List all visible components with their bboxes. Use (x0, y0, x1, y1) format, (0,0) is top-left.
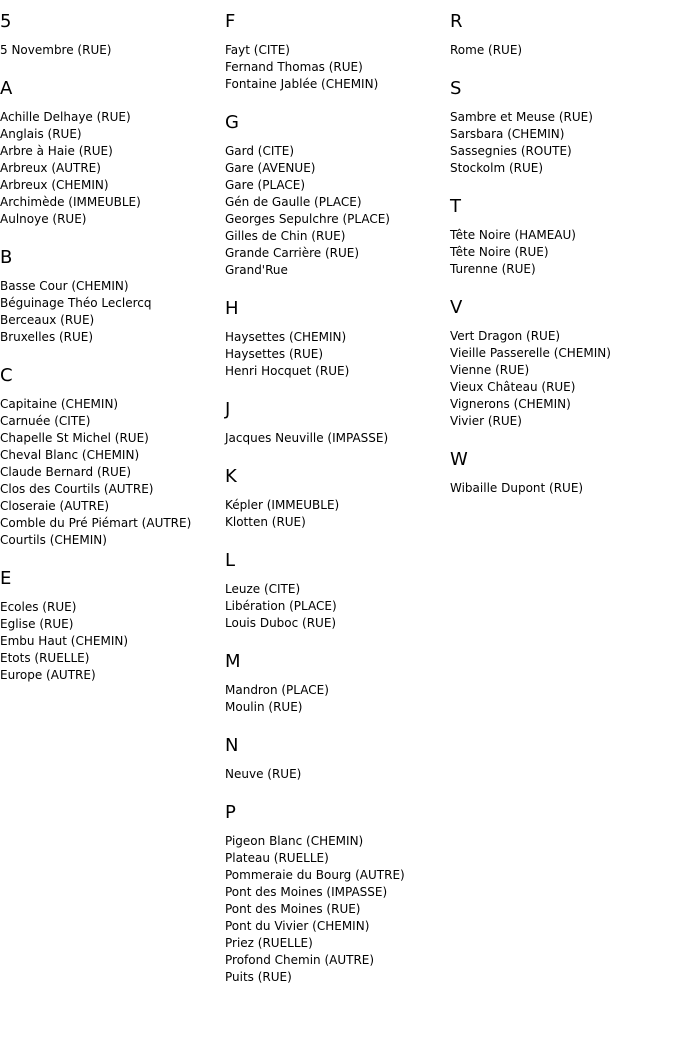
street-link[interactable]: Berceaux (RUE) (0, 313, 95, 327)
street-link[interactable]: Haysettes (RUE) (225, 347, 324, 361)
street-list-item (450, 345, 675, 362)
letter-group (0, 246, 225, 346)
street-list-item (0, 312, 225, 329)
letter-group (0, 567, 225, 684)
street-list-item (0, 430, 225, 447)
street-link[interactable]: Gare (PLACE) (225, 178, 306, 192)
street-list-item (0, 42, 225, 59)
street-link[interactable]: Stockolm (RUE) (450, 161, 544, 175)
street-link[interactable]: Aulnoye (RUE) (0, 212, 87, 226)
letter-heading: G (225, 112, 239, 133)
street-link[interactable]: Béguinage Théo Leclercq (0, 296, 152, 310)
street-list-item (0, 109, 225, 126)
letter-heading: F (225, 11, 236, 32)
street-link[interactable]: Pommeraie du Bourg (AUTRE) (225, 868, 405, 882)
street-list-item (450, 362, 675, 379)
street-link[interactable]: Fernand Thomas (RUE) (225, 60, 363, 74)
street-link[interactable]: Profond Chemin (AUTRE) (225, 953, 375, 967)
street-list (0, 278, 225, 346)
street-link[interactable]: Libération (PLACE) (225, 599, 337, 613)
letter-group (225, 549, 450, 632)
street-list (0, 42, 225, 59)
street-link[interactable]: Vieux Château (RUE) (450, 380, 576, 394)
street-list-item (0, 160, 225, 177)
street-list-item (225, 245, 450, 262)
letter-heading: E (0, 568, 12, 589)
street-link[interactable]: Mandron (PLACE) (225, 683, 329, 697)
street-list (450, 109, 675, 177)
street-link[interactable]: Louis Duboc (RUE) (225, 616, 337, 630)
street-list-item (225, 884, 450, 901)
street-link[interactable]: Arbre à Haie (RUE) (0, 144, 113, 158)
street-list-item (0, 211, 225, 228)
street-list (0, 109, 225, 228)
letter-heading: C (0, 365, 13, 386)
street-list (225, 581, 450, 632)
street-list-item (225, 969, 450, 986)
street-link[interactable]: Comble du Pré Piémart (AUTRE) (0, 516, 192, 530)
street-link[interactable]: Priez (RUELLE) (225, 936, 313, 950)
street-link[interactable]: Eglise (RUE) (0, 617, 74, 631)
street-list-item (225, 952, 450, 969)
street-list (0, 599, 225, 684)
street-link[interactable]: Gard (CITE) (225, 144, 294, 158)
street-link[interactable]: Tête Noire (RUE) (450, 245, 549, 259)
letter-group (225, 10, 450, 93)
street-list-item (450, 227, 675, 244)
letter-group (450, 77, 675, 177)
street-list (450, 328, 675, 430)
street-list-item (225, 430, 450, 447)
street-list-item (0, 396, 225, 413)
street-list-item (225, 850, 450, 867)
letter-group (225, 734, 450, 783)
street-link[interactable]: Gilles de Chin (RUE) (225, 229, 346, 243)
street-list-item (225, 918, 450, 935)
street-link[interactable]: Chapelle St Michel (RUE) (0, 431, 149, 445)
street-list-item (0, 532, 225, 549)
street-link[interactable]: Grand'Rue (225, 263, 288, 277)
street-column (225, 10, 450, 1004)
street-list-item (450, 109, 675, 126)
street-link[interactable]: Sambre et Meuse (RUE) (450, 110, 593, 124)
letter-heading: N (225, 735, 239, 756)
street-list-item (225, 363, 450, 380)
street-list-item (225, 615, 450, 632)
street-link[interactable]: Neuve (RUE) (225, 767, 302, 781)
street-link[interactable]: Vignerons (CHEMIN) (450, 397, 571, 411)
street-link[interactable]: Henri Hocquet (RUE) (225, 364, 350, 378)
street-list-item (225, 867, 450, 884)
street-column (450, 10, 675, 515)
street-list-item (0, 481, 225, 498)
street-list-item (0, 515, 225, 532)
street-link[interactable]: Plateau (RUELLE) (225, 851, 329, 865)
letter-group (225, 398, 450, 447)
street-link[interactable]: Vienne (RUE) (450, 363, 530, 377)
street-link[interactable]: Pont des Moines (IMPASSE) (225, 885, 388, 899)
letter-group (0, 364, 225, 549)
street-link[interactable]: Képler (IMMEUBLE) (225, 498, 340, 512)
street-link[interactable]: Wibaille Dupont (RUE) (450, 481, 584, 495)
street-list-item (225, 514, 450, 531)
street-list (450, 42, 675, 59)
street-link[interactable]: Cheval Blanc (CHEMIN) (0, 448, 140, 462)
street-list-item (225, 143, 450, 160)
street-list-item (0, 143, 225, 160)
street-link[interactable]: Haysettes (CHEMIN) (225, 330, 347, 344)
street-list-item (225, 598, 450, 615)
street-column (0, 10, 225, 702)
street-link[interactable]: Etots (RUELLE) (0, 651, 90, 665)
street-list-item (0, 413, 225, 430)
street-link[interactable]: Turenne (RUE) (450, 262, 536, 276)
street-list-item (450, 244, 675, 261)
letter-group (225, 297, 450, 380)
letter-heading: P (225, 802, 236, 823)
letter-heading: R (450, 11, 463, 32)
street-link[interactable]: Claude Bernard (RUE) (0, 465, 132, 479)
letter-group (450, 296, 675, 430)
street-link[interactable]: Archimède (IMMEUBLE) (0, 195, 141, 209)
street-list-item (225, 833, 450, 850)
street-list-item (0, 616, 225, 633)
letter-heading: W (450, 449, 468, 470)
street-link[interactable]: Pont des Moines (RUE) (225, 902, 361, 916)
street-list-item (225, 160, 450, 177)
street-list-item (0, 278, 225, 295)
street-link[interactable]: Vivier (RUE) (450, 414, 522, 428)
street-list-item (450, 42, 675, 59)
street-link[interactable]: Pigeon Blanc (CHEMIN) (225, 834, 364, 848)
street-list-item (0, 498, 225, 515)
letter-group (0, 10, 225, 59)
street-link[interactable]: Tête Noire (HAMEAU) (450, 228, 576, 242)
street-link[interactable]: Georges Sepulchre (PLACE) (225, 212, 390, 226)
street-list-item (450, 413, 675, 430)
letter-heading: L (225, 550, 236, 571)
street-list-item (450, 396, 675, 413)
street-link[interactable]: Gare (AVENUE) (225, 161, 316, 175)
street-list-item (0, 126, 225, 143)
letter-heading: S (450, 78, 462, 99)
letter-group (450, 195, 675, 278)
letter-heading: J (225, 399, 231, 420)
street-list-item (225, 935, 450, 952)
letter-group (225, 801, 450, 986)
street-link[interactable]: Pont du Vivier (CHEMIN) (225, 919, 370, 933)
street-list-item (450, 160, 675, 177)
street-list-item (225, 766, 450, 783)
street-link[interactable]: Closeraie (AUTRE) (0, 499, 110, 513)
street-link[interactable]: Vieille Passerelle (CHEMIN) (450, 346, 611, 360)
letter-group (0, 77, 225, 228)
letter-group (450, 448, 675, 497)
street-link[interactable]: Bruxelles (RUE) (0, 330, 94, 344)
street-list-item (0, 650, 225, 667)
street-link[interactable]: Capitaine (CHEMIN) (0, 397, 119, 411)
street-link[interactable]: Rome (RUE) (450, 43, 523, 57)
street-link[interactable]: Jacques Neuville (IMPASSE) (225, 431, 389, 445)
street-link[interactable]: Grande Carrière (RUE) (225, 246, 360, 260)
street-list (225, 430, 450, 447)
street-link[interactable]: Europe (AUTRE) (0, 668, 96, 682)
street-list-item (0, 177, 225, 194)
letter-heading: B (0, 247, 13, 268)
street-list (225, 682, 450, 716)
street-link[interactable]: 5 Novembre (RUE) (0, 43, 112, 57)
letter-heading: 5 (0, 11, 12, 32)
street-list-item (225, 262, 450, 279)
street-link[interactable]: Ecoles (RUE) (0, 600, 77, 614)
street-list-item (0, 599, 225, 616)
street-link[interactable]: Courtils (CHEMIN) (0, 533, 107, 547)
street-list-item (0, 464, 225, 481)
street-list-item (0, 329, 225, 346)
street-list-item (450, 328, 675, 345)
letter-heading: V (450, 297, 463, 318)
street-list-item (0, 667, 225, 684)
street-list (450, 227, 675, 278)
letter-group (225, 465, 450, 531)
street-list-item (225, 76, 450, 93)
street-list (225, 766, 450, 783)
street-list-item (225, 901, 450, 918)
street-link[interactable]: Clos des Courtils (AUTRE) (0, 482, 154, 496)
street-link[interactable]: Anglais (RUE) (0, 127, 82, 141)
street-list-item (225, 329, 450, 346)
street-list-item (450, 379, 675, 396)
street-list-item (225, 228, 450, 245)
street-list (450, 480, 675, 497)
street-list (225, 42, 450, 93)
street-link[interactable]: Carnuée (CITE) (0, 414, 91, 428)
street-link[interactable]: Klotten (RUE) (225, 515, 306, 529)
street-link[interactable]: Fontaine Jablée (CHEMIN) (225, 77, 379, 91)
street-list-item (225, 581, 450, 598)
street-list-item (225, 699, 450, 716)
street-list (225, 833, 450, 986)
letter-heading: K (225, 466, 237, 487)
letter-heading: T (450, 196, 461, 217)
street-list-item (450, 261, 675, 278)
street-list-item (450, 126, 675, 143)
letter-group (225, 111, 450, 279)
street-list-item (225, 59, 450, 76)
letter-heading: A (0, 78, 13, 99)
street-list (0, 396, 225, 549)
street-list-item (225, 211, 450, 228)
street-list (225, 143, 450, 279)
street-list-item (0, 447, 225, 464)
letter-heading: M (225, 651, 241, 672)
street-link[interactable]: Fayt (CITE) (225, 43, 290, 57)
street-link[interactable]: Basse Cour (CHEMIN) (0, 279, 129, 293)
street-link[interactable]: Moulin (RUE) (225, 700, 303, 714)
street-link[interactable]: Vert Dragon (RUE) (450, 329, 561, 343)
street-list-item (225, 177, 450, 194)
street-list-item (0, 633, 225, 650)
street-link[interactable]: Gén de Gaulle (PLACE) (225, 195, 362, 209)
street-list (225, 497, 450, 531)
street-list-item (450, 480, 675, 497)
street-link[interactable]: Arbreux (AUTRE) (0, 161, 101, 175)
street-link[interactable]: Leuze (CITE) (225, 582, 301, 596)
street-link[interactable]: Sarsbara (CHEMIN) (450, 127, 565, 141)
street-list-item (225, 42, 450, 59)
letter-group (225, 650, 450, 716)
street-link[interactable]: Puits (RUE) (225, 970, 292, 984)
street-list (225, 329, 450, 380)
street-link[interactable]: Embu Haut (CHEMIN) (0, 634, 129, 648)
street-list-item (450, 143, 675, 160)
letter-heading: H (225, 298, 239, 319)
street-link[interactable]: Sassegnies (ROUTE) (450, 144, 572, 158)
street-list-item (225, 194, 450, 211)
street-list-item (0, 295, 225, 312)
street-list-item (225, 346, 450, 363)
street-list-item (0, 194, 225, 211)
street-link[interactable]: Arbreux (CHEMIN) (0, 178, 109, 192)
street-link[interactable]: Achille Delhaye (RUE) (0, 110, 131, 124)
street-list-item (225, 497, 450, 514)
street-list-item (225, 682, 450, 699)
letter-group (450, 10, 675, 59)
